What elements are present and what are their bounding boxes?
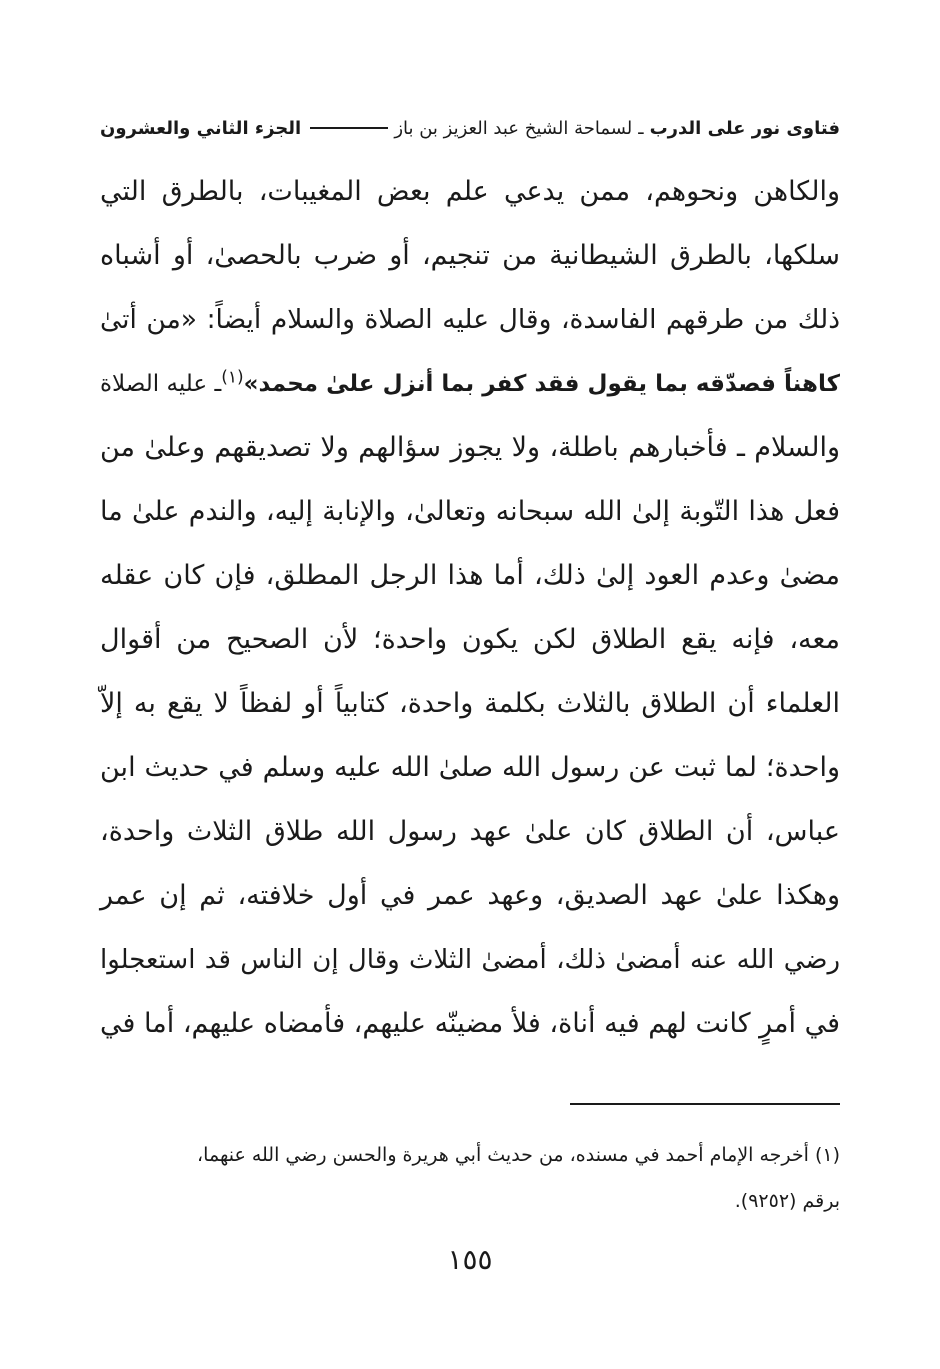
text-line-1: والكاهن ونحوهم، ممن يدعي علم بعض المغيبات، بالطرق التي <box>100 176 840 207</box>
text-line-5: والسلام ـ فأخبارهم باطلة، ولا يجوز سؤالهم ولا تصديقهم وعلىٰ من <box>100 432 840 463</box>
text-line-12: وهكذا علىٰ عهد الصديق، وعهد عمر في أول خلافته، ثم إن عمر <box>100 880 840 911</box>
text-line-4 <box>100 352 840 416</box>
main-text <box>100 160 840 1056</box>
text-line-8: معه، فإنه يقع الطلاق لكن يكون واحدة؛ لأن الصحيح من أقوال <box>100 624 840 655</box>
hadith-quote: كاهناً فصدّقه بما يقول فقد كفر بما أنزل علىٰ محمد» <box>243 371 840 397</box>
running-header <box>100 112 840 144</box>
footnotes <box>100 1132 840 1224</box>
text-line-4-rest: ـ عليه الصلاة <box>100 371 222 397</box>
text-line-2: سلكها، بالطرق الشيطانية من تنجيم، أو ضرب بالحصىٰ، أو أشباه <box>100 240 840 271</box>
header-dash: ـ <box>638 117 644 139</box>
footnote-divider <box>570 1103 840 1105</box>
page-number: ١٥٥ <box>447 1243 493 1276</box>
text-line-3: ذلك من طرقهم الفاسدة، وقال عليه الصلاة والسلام أيضاً: «من أتىٰ <box>100 304 840 335</box>
header-rule <box>310 127 388 129</box>
header-title-group <box>304 118 840 139</box>
footnote-1-line-1: (١) أخرجه الإمام أحمد في مسنده، من حديث أبي هريرة والحسن رضي الله عنهما، <box>197 1144 840 1166</box>
text-line-11: عباس، أن الطلاق كان علىٰ عهد رسول الله طلاق الثلاث واحدة، <box>100 816 840 847</box>
text-line-6: فعل هذا التّوبة إلىٰ الله سبحانه وتعالىٰ، والإنابة إليه، والندم علىٰ ما <box>100 496 840 527</box>
text-line-10: واحدة؛ لما ثبت عن رسول الله صلىٰ الله عليه وسلم في حديث ابن <box>100 752 840 783</box>
text-line-9: العلماء أن الطلاق بالثلاث بكلمة واحدة، كتابياً أو لفظاً لا يقع به إلاّ <box>100 688 840 719</box>
volume-label: الجزء الثاني والعشرون <box>100 117 302 139</box>
author-name: لسماحة الشيخ عبد العزيز بن باز <box>394 117 633 139</box>
text-line-14: في أمرٍ كانت لهم فيه أناة، فلأ مضينّه عليهم، فأمضاه عليهم، أما في <box>100 1008 840 1039</box>
footnote-reference: (١) <box>221 367 244 388</box>
book-title: فتاوى نور على الدرب <box>649 117 840 139</box>
text-line-13: رضي الله عنه أمضىٰ ذلك، أمضىٰ الثلاث وقال إن الناس قد استعجلوا <box>100 945 840 975</box>
text-line-7: مضىٰ وعدم العود إلىٰ ذلك، أما هذا الرجل المطلق، فإن كان عقله <box>100 560 840 591</box>
footnote-1-line-2: برقم (٩٢٥٢). <box>734 1190 840 1212</box>
